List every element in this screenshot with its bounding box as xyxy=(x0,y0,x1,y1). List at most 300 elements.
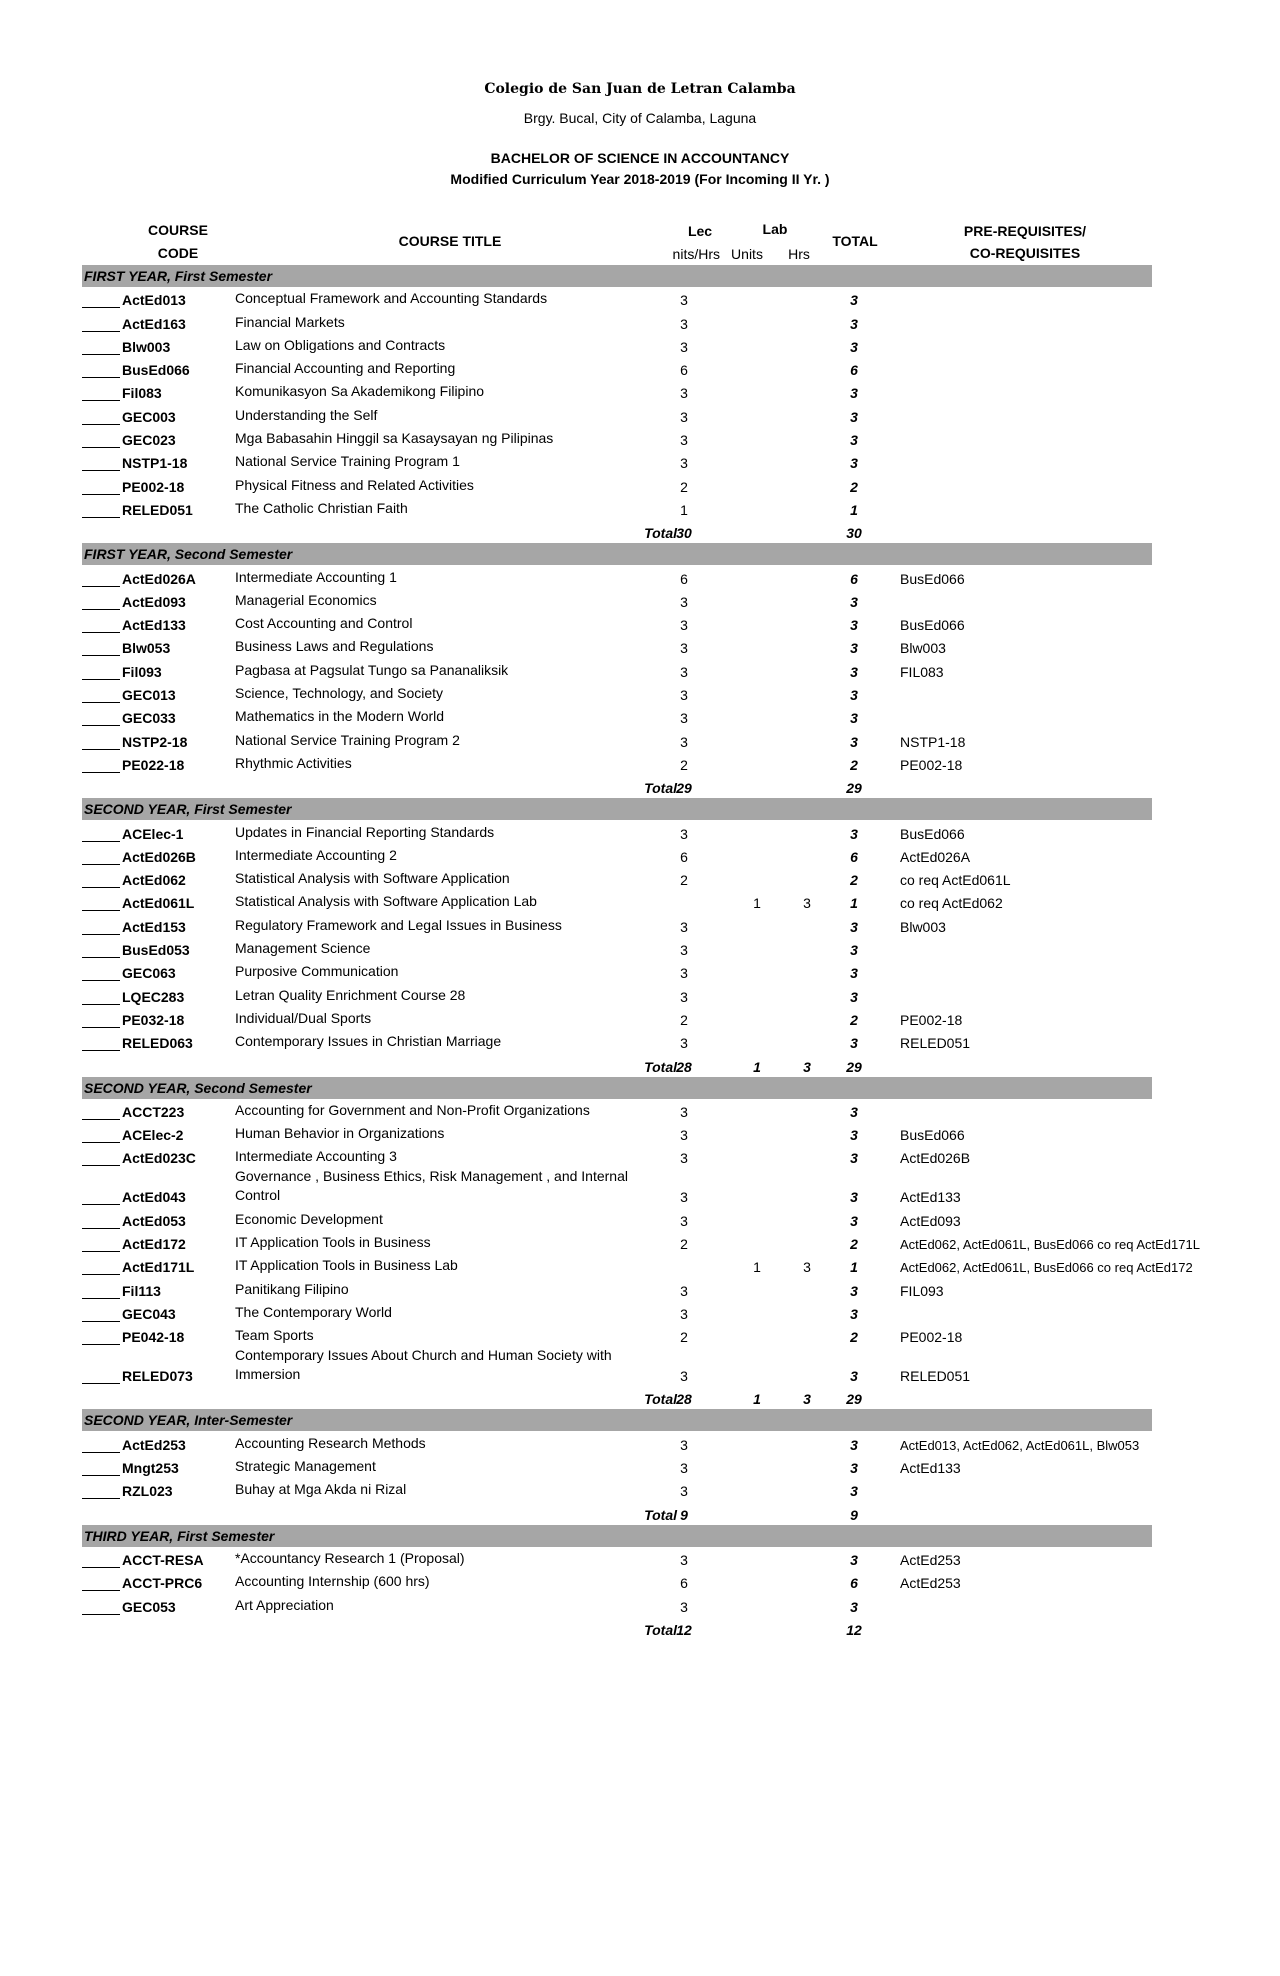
total-units: 3 xyxy=(850,385,858,402)
total-units: 29 xyxy=(846,780,862,797)
course-code: RELED051 xyxy=(122,501,193,518)
check-blank[interactable] xyxy=(82,841,120,842)
course-row xyxy=(82,913,1152,936)
check-blank[interactable] xyxy=(82,702,120,703)
course-code: ActEd013 xyxy=(122,292,186,309)
prerequisites: ActEd133 xyxy=(900,1189,961,1206)
lab-units: 1 xyxy=(753,895,761,912)
prerequisites: ActEd133 xyxy=(900,1460,961,1477)
course-code: GEC043 xyxy=(122,1305,176,1322)
course-row xyxy=(82,1231,1200,1254)
total-units: 3 xyxy=(850,687,858,704)
course-title: Science, Technology, and Society xyxy=(235,685,444,702)
total-lab-hours: 3 xyxy=(803,1058,811,1075)
total-label: Total xyxy=(644,1621,677,1638)
total-units: 3 xyxy=(850,593,858,610)
course-code: ActEd061L xyxy=(122,895,195,912)
course-row xyxy=(82,1277,1152,1300)
total-units: 3 xyxy=(850,292,858,309)
check-blank[interactable] xyxy=(82,1344,120,1345)
course-row xyxy=(82,1431,1152,1454)
total-units: 6 xyxy=(850,362,858,379)
check-blank[interactable] xyxy=(82,1452,120,1453)
check-blank[interactable] xyxy=(82,910,120,911)
course-code: PE032-18 xyxy=(122,1011,185,1028)
total-row xyxy=(82,1501,1152,1524)
lab-hours: 3 xyxy=(803,1259,811,1276)
course-code: GEC053 xyxy=(122,1598,176,1615)
course-row xyxy=(82,565,1152,588)
check-blank[interactable] xyxy=(82,1204,120,1205)
total-units: 3 xyxy=(850,1150,858,1167)
course-title: Law on Obligations and Contracts xyxy=(235,336,446,353)
semester-header: SECOND YEAR, Second Semester xyxy=(82,1077,1152,1099)
course-title: Accounting Research Methods xyxy=(235,1434,426,1451)
course-row xyxy=(82,890,1152,913)
total-units: 3 xyxy=(850,918,858,935)
column-header-lab-units: Units xyxy=(731,246,763,262)
course-row xyxy=(82,1478,1152,1501)
course-title: Statistical Analysis with Software Application Lab xyxy=(235,893,537,910)
lecture-units: 3 xyxy=(680,1460,688,1477)
course-code: ActEd133 xyxy=(122,617,186,634)
course-title: Conceptual Framework and Accounting Standards xyxy=(235,290,548,307)
total-units: 9 xyxy=(850,1506,858,1523)
course-code: GEC013 xyxy=(122,687,176,704)
course-row xyxy=(82,473,1152,496)
course-code: RZL023 xyxy=(122,1483,173,1500)
course-row xyxy=(82,1347,1152,1386)
prerequisites: ActEd013, ActEd062, ActEd061L, Blw053 xyxy=(900,1437,1140,1453)
semester-header: SECOND YEAR, First Semester xyxy=(82,798,1152,820)
column-header-lab: Lab xyxy=(762,221,788,237)
total-label: Total xyxy=(644,1391,677,1408)
course-code: NSTP1-18 xyxy=(122,455,188,472)
total-units: 3 xyxy=(850,1103,858,1120)
check-blank[interactable] xyxy=(82,1614,120,1615)
course-title: IT Application Tools in Business xyxy=(235,1233,431,1250)
check-blank[interactable] xyxy=(82,354,120,355)
check-blank[interactable] xyxy=(82,1498,120,1499)
course-code: ACElec-2 xyxy=(122,1127,184,1144)
prerequisites: ActEd026A xyxy=(900,848,971,865)
check-blank[interactable] xyxy=(82,1590,120,1591)
total-units: 2 xyxy=(850,1011,858,1028)
course-title: Art Appreciation xyxy=(235,1596,334,1613)
lecture-units: 3 xyxy=(680,1189,688,1206)
course-code: ActEd093 xyxy=(122,593,186,610)
check-blank[interactable] xyxy=(82,447,120,448)
prerequisites: BusEd066 xyxy=(900,617,965,634)
total-units: 2 xyxy=(850,756,858,773)
lecture-units: 3 xyxy=(680,1305,688,1322)
course-title: Cost Accounting and Control xyxy=(235,615,413,632)
course-row xyxy=(82,357,1152,380)
course-row xyxy=(82,1099,1152,1122)
total-units: 3 xyxy=(850,1436,858,1453)
course-code: ActEd253 xyxy=(122,1436,186,1453)
lecture-units: 3 xyxy=(680,1150,688,1167)
lecture-units: 3 xyxy=(680,663,688,680)
course-code: GEC063 xyxy=(122,965,176,982)
lecture-units: 2 xyxy=(680,1235,688,1252)
course-row xyxy=(82,1547,1152,1570)
course-row xyxy=(82,427,1152,450)
total-units: 1 xyxy=(850,501,858,518)
column-header-course: COURSE xyxy=(148,222,208,238)
course-code: Blw053 xyxy=(122,640,171,657)
course-title: Individual/Dual Sports xyxy=(235,1009,372,1026)
check-blank[interactable] xyxy=(82,749,120,750)
lecture-units: 2 xyxy=(680,756,688,773)
lecture-units: 6 xyxy=(680,1575,688,1592)
course-row xyxy=(82,1301,1152,1324)
course-row xyxy=(82,589,1152,612)
course-title: Mga Babasahin Hinggil sa Kasaysayan ng Pilipinas xyxy=(235,430,554,447)
lecture-units: 3 xyxy=(680,1368,688,1385)
check-blank[interactable] xyxy=(82,400,120,401)
course-code: ACElec-1 xyxy=(122,825,184,842)
course-title: Contemporary Issues in Christian Marriage xyxy=(235,1033,502,1050)
total-lab-units: 1 xyxy=(753,1391,761,1408)
total-units: 3 xyxy=(850,710,858,727)
check-blank[interactable] xyxy=(82,957,120,958)
course-title: Understanding the Self xyxy=(235,406,378,423)
course-code: ActEd023C xyxy=(122,1150,196,1167)
total-units: 3 xyxy=(850,455,858,472)
total-units: 3 xyxy=(850,1282,858,1299)
check-blank[interactable] xyxy=(82,1050,120,1051)
total-row xyxy=(82,1386,1152,1409)
course-row xyxy=(82,752,1152,775)
total-units: 3 xyxy=(850,1598,858,1615)
lecture-units: 3 xyxy=(680,408,688,425)
course-code: Blw003 xyxy=(122,338,171,355)
prerequisites: PE002-18 xyxy=(900,1329,963,1346)
course-row xyxy=(82,450,1152,473)
course-row xyxy=(82,1593,1152,1616)
course-row xyxy=(82,705,1152,728)
total-lecture: 29 xyxy=(676,780,692,797)
total-units: 6 xyxy=(850,1575,858,1592)
check-blank[interactable] xyxy=(82,1004,120,1005)
check-blank[interactable] xyxy=(82,1567,120,1568)
course-row xyxy=(82,380,1152,403)
course-title: Regulatory Framework and Legal Issues in Business xyxy=(235,916,562,933)
course-row xyxy=(82,403,1152,426)
lecture-units: 3 xyxy=(680,1436,688,1453)
course-title: National Service Training Program 2 xyxy=(235,731,460,748)
lecture-units: 3 xyxy=(680,338,688,355)
total-row xyxy=(82,1053,1152,1076)
course-title: Intermediate Accounting 1 xyxy=(235,568,397,585)
course-code: PE022-18 xyxy=(122,756,185,773)
total-units: 3 xyxy=(850,825,858,842)
total-label: Total xyxy=(644,780,677,797)
total-lecture: 28 xyxy=(676,1391,692,1408)
semester-header: SECOND YEAR, Inter-Semester xyxy=(82,1409,1152,1431)
check-blank[interactable] xyxy=(82,424,120,425)
course-title: Contemporary Issues About Church and Human Society with Immersion xyxy=(235,1347,612,1383)
prerequisites: ActEd062, ActEd061L, BusEd066 co req ActEd171L xyxy=(900,1236,1200,1252)
check-blank[interactable] xyxy=(82,632,120,633)
lecture-units: 3 xyxy=(680,1103,688,1120)
total-units: 3 xyxy=(850,965,858,982)
check-blank[interactable] xyxy=(82,307,120,308)
lecture-units: 3 xyxy=(680,942,688,959)
course-code: ActEd053 xyxy=(122,1212,186,1229)
course-title: Intermediate Accounting 3 xyxy=(235,1148,397,1165)
course-row xyxy=(82,1324,1152,1347)
check-blank[interactable] xyxy=(82,494,120,495)
check-blank[interactable] xyxy=(82,934,120,935)
total-units: 29 xyxy=(846,1391,862,1408)
course-title: The Contemporary World xyxy=(235,1303,392,1320)
course-code: GEC023 xyxy=(122,432,176,449)
total-units: 3 xyxy=(850,408,858,425)
lecture-units: 3 xyxy=(680,455,688,472)
course-title: The Catholic Christian Faith xyxy=(235,499,408,516)
lecture-units: 3 xyxy=(680,1598,688,1615)
course-title: Governance , Business Ethics, Risk Management , and Internal Control xyxy=(235,1168,628,1204)
total-units: 3 xyxy=(850,1212,858,1229)
prerequisites: Blw003 xyxy=(900,918,946,935)
course-title: Business Laws and Regulations xyxy=(235,638,434,655)
total-row xyxy=(82,775,1152,798)
column-header-prereq: PRE-REQUISITES/ xyxy=(963,223,1087,239)
lecture-units: 3 xyxy=(680,1551,688,1568)
total-units: 6 xyxy=(850,570,858,587)
check-blank[interactable] xyxy=(82,1228,120,1229)
course-title: Pagbasa at Pagsulat Tungo sa Pananaliksik xyxy=(235,661,509,678)
course-row xyxy=(82,960,1152,983)
total-lab-hours: 3 xyxy=(803,1391,811,1408)
course-row xyxy=(82,1122,1152,1145)
total-units: 30 xyxy=(846,525,862,542)
total-units: 3 xyxy=(850,640,858,657)
course-code: Fil113 xyxy=(122,1282,161,1299)
course-title: Accounting Internship (600 hrs) xyxy=(235,1573,430,1590)
total-units: 2 xyxy=(850,1329,858,1346)
course-row xyxy=(82,867,1152,890)
course-row xyxy=(82,1007,1152,1030)
prerequisites: ActEd253 xyxy=(900,1551,961,1568)
course-row xyxy=(82,728,1152,751)
semester-header: FIRST YEAR, Second Semester xyxy=(82,543,1152,565)
total-units: 3 xyxy=(850,942,858,959)
course-title: Mathematics in the Modern World xyxy=(235,708,445,725)
check-blank[interactable] xyxy=(82,980,120,981)
total-lecture: 28 xyxy=(676,1058,692,1075)
lecture-units: 3 xyxy=(680,825,688,842)
lecture-units: 6 xyxy=(680,570,688,587)
lecture-units: 3 xyxy=(680,1035,688,1052)
course-code: ActEd043 xyxy=(122,1189,186,1206)
course-code: ACCT-RESA xyxy=(122,1551,204,1568)
lab-units: 1 xyxy=(753,1259,761,1276)
lecture-units: 6 xyxy=(680,362,688,379)
course-row xyxy=(82,658,1152,681)
total-units: 3 xyxy=(850,1460,858,1477)
check-blank[interactable] xyxy=(82,517,120,518)
check-blank[interactable] xyxy=(82,864,120,865)
lecture-units: 3 xyxy=(680,1282,688,1299)
total-units: 3 xyxy=(850,432,858,449)
check-blank[interactable] xyxy=(82,1274,120,1275)
total-label: Total xyxy=(644,1058,677,1075)
lecture-units: 1 xyxy=(680,501,688,518)
total-units: 3 xyxy=(850,1551,858,1568)
course-code: RELED063 xyxy=(122,1035,193,1052)
check-blank[interactable] xyxy=(82,377,120,378)
check-blank[interactable] xyxy=(82,586,120,587)
total-units: 2 xyxy=(850,478,858,495)
course-title: Managerial Economics xyxy=(235,591,377,608)
lecture-units: 3 xyxy=(680,965,688,982)
course-title: Rhythmic Activities xyxy=(235,754,352,771)
lecture-units: 3 xyxy=(680,918,688,935)
check-blank[interactable] xyxy=(82,655,120,656)
check-blank[interactable] xyxy=(82,1475,120,1476)
check-blank[interactable] xyxy=(82,1321,120,1322)
course-row xyxy=(82,1145,1152,1168)
column-header-lab-hrs: Hrs xyxy=(788,246,810,262)
course-code: ActEd172 xyxy=(122,1235,186,1252)
curriculum-table xyxy=(82,265,1200,1640)
course-row xyxy=(82,1254,1193,1277)
check-blank[interactable] xyxy=(82,772,120,773)
column-header-code: CODE xyxy=(157,245,199,261)
prerequisites: co req ActEd062 xyxy=(900,895,1003,912)
semester-header: FIRST YEAR, First Semester xyxy=(82,265,1152,287)
check-blank[interactable] xyxy=(82,1383,120,1384)
curriculum-title: Modified Curriculum Year 2018-2019 (For Incoming II Yr. ) xyxy=(450,171,830,187)
check-blank[interactable] xyxy=(82,1165,120,1166)
total-lab-units: 1 xyxy=(753,1058,761,1075)
check-blank[interactable] xyxy=(82,725,120,726)
course-code: ACCT-PRC6 xyxy=(122,1575,203,1592)
course-title: Financial Markets xyxy=(235,313,345,330)
lecture-units: 3 xyxy=(680,710,688,727)
check-blank[interactable] xyxy=(82,1251,120,1252)
check-blank[interactable] xyxy=(82,1298,120,1299)
course-code: RELED073 xyxy=(122,1368,193,1385)
total-units: 3 xyxy=(850,338,858,355)
total-units: 3 xyxy=(850,1483,858,1500)
course-title: Physical Fitness and Related Activities xyxy=(235,476,474,493)
lecture-units: 3 xyxy=(680,617,688,634)
total-units: 6 xyxy=(850,848,858,865)
course-title: Panitikang Filipino xyxy=(235,1280,349,1297)
check-blank[interactable] xyxy=(82,1119,120,1120)
prerequisites: ActEd253 xyxy=(900,1575,961,1592)
course-row xyxy=(82,497,1152,520)
total-row xyxy=(82,1617,1152,1640)
program-title: BACHELOR OF SCIENCE IN ACCOUNTANCY xyxy=(490,150,790,166)
column-header-lec: Lec xyxy=(687,223,713,239)
course-code: BusEd053 xyxy=(122,942,190,959)
course-code: PE042-18 xyxy=(122,1329,185,1346)
course-code: ActEd026A xyxy=(122,570,196,587)
prerequisites: Blw003 xyxy=(900,640,946,657)
course-title: *Accountancy Research 1 (Proposal) xyxy=(235,1549,465,1566)
course-row xyxy=(82,682,1152,705)
semester-header: THIRD YEAR, First Semester xyxy=(82,1525,1152,1547)
column-header-title: COURSE TITLE xyxy=(398,233,502,249)
prerequisites: BusEd066 xyxy=(900,1127,965,1144)
course-code: ActEd171L xyxy=(122,1259,195,1276)
course-row xyxy=(82,937,1152,960)
course-title: Human Behavior in Organizations xyxy=(235,1125,445,1142)
column-header-lec-sub: nits/Hrs xyxy=(672,246,720,262)
total-units: 3 xyxy=(850,733,858,750)
course-code: ActEd026B xyxy=(122,848,196,865)
course-code: GEC003 xyxy=(122,408,176,425)
course-title: Financial Accounting and Reporting xyxy=(235,360,456,377)
total-units: 29 xyxy=(846,1058,862,1075)
course-row xyxy=(82,310,1152,333)
course-row xyxy=(82,1168,1152,1207)
prerequisites: co req ActEd061L xyxy=(900,872,1011,889)
total-units: 3 xyxy=(850,663,858,680)
course-code: GEC033 xyxy=(122,710,176,727)
check-blank[interactable] xyxy=(82,609,120,610)
course-code: ACCT223 xyxy=(122,1103,185,1120)
school-name: Colegio de San Juan de Letran Calamba xyxy=(484,81,796,97)
prerequisites: FIL093 xyxy=(900,1282,944,1299)
lecture-units: 3 xyxy=(680,687,688,704)
total-lecture: 30 xyxy=(676,525,692,542)
check-blank[interactable] xyxy=(82,1027,120,1028)
course-code: Mngt253 xyxy=(122,1460,179,1477)
prerequisites: PE002-18 xyxy=(900,756,963,773)
prerequisites: NSTP1-18 xyxy=(900,733,966,750)
check-blank[interactable] xyxy=(82,679,120,680)
check-blank[interactable] xyxy=(82,470,120,471)
lecture-units: 2 xyxy=(680,1329,688,1346)
course-title: Purposive Communication xyxy=(235,963,399,980)
lecture-units: 3 xyxy=(680,1483,688,1500)
course-code: ActEd062 xyxy=(122,872,186,889)
course-title: Statistical Analysis with Software Application xyxy=(235,870,510,887)
course-title: Letran Quality Enrichment Course 28 xyxy=(235,986,466,1003)
course-row xyxy=(82,1207,1152,1230)
lecture-units: 3 xyxy=(680,1127,688,1144)
course-title: Updates in Financial Reporting Standards xyxy=(235,823,495,840)
course-row xyxy=(82,1570,1152,1593)
check-blank[interactable] xyxy=(82,887,120,888)
lecture-units: 3 xyxy=(680,315,688,332)
course-code: Fil093 xyxy=(122,663,162,680)
check-blank[interactable] xyxy=(82,1142,120,1143)
total-units: 2 xyxy=(850,872,858,889)
lecture-units: 3 xyxy=(680,733,688,750)
column-header-total: TOTAL xyxy=(832,233,878,249)
school-address: Brgy. Bucal, City of Calamba, Laguna xyxy=(523,110,757,126)
course-title: Intermediate Accounting 2 xyxy=(235,846,397,863)
course-code: Fil083 xyxy=(122,385,162,402)
course-code: ActEd163 xyxy=(122,315,186,332)
total-units: 3 xyxy=(850,1368,858,1385)
total-units: 3 xyxy=(850,1189,858,1206)
course-title: Accounting for Government and Non-Profit Organizations xyxy=(235,1101,590,1118)
prerequisites: PE002-18 xyxy=(900,1011,963,1028)
check-blank[interactable] xyxy=(82,331,120,332)
lecture-units: 2 xyxy=(680,1011,688,1028)
course-title: Management Science xyxy=(235,940,371,957)
prerequisites: RELED051 xyxy=(900,1035,971,1052)
lecture-units: 2 xyxy=(680,478,688,495)
